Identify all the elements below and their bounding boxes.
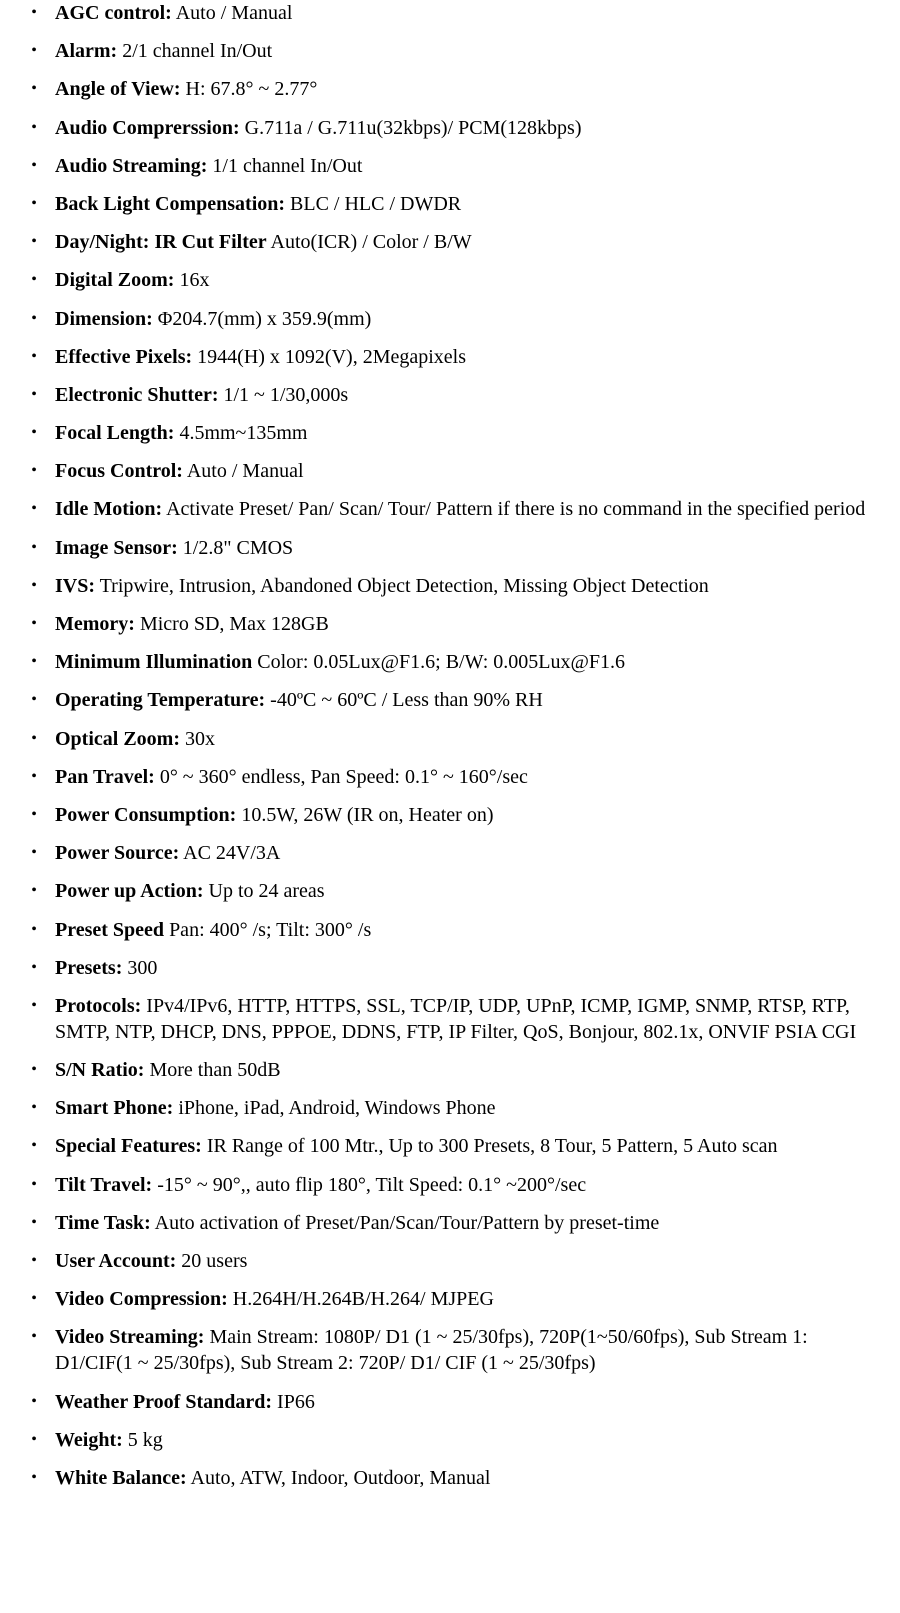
- spec-item: [0, 1427, 900, 1453]
- bullet-icon: •: [31, 233, 37, 251]
- bullet-icon: •: [31, 156, 37, 174]
- spec-label: Electronic Shutter:: [55, 383, 219, 406]
- spec-item: [0, 535, 900, 561]
- spec-value: IPv4/IPv6, HTTP, HTTPS, SSL, TCP/IP, UDP, UPnP, ICMP, IGMP, SNMP, RTSP, RTP, SMTP, NTP, DHCP, DNS, PPPOE, DDNS, FTP, IP Filter, QoS, Bonjour, 802.1x, ONVIF PSIA CGI: [55, 994, 857, 1043]
- spec-item: [0, 420, 900, 446]
- spec-item: [0, 955, 900, 981]
- spec-label: Back Light Compensation:: [55, 192, 286, 215]
- bullet-icon: •: [31, 1099, 37, 1117]
- spec-label: Minimum Illumination: [55, 651, 253, 674]
- spec-item: [0, 840, 900, 866]
- spec-label: Day/Night: IR Cut Filter: [55, 231, 267, 254]
- spec-value: G.711a / G.711u(32kbps)/ PCM(128kbps): [239, 116, 582, 139]
- bullet-icon: •: [31, 1252, 37, 1269]
- bullet-icon: •: [31, 80, 37, 98]
- bullet-icon: •: [31, 729, 37, 747]
- spec-value: IP66: [272, 1390, 315, 1413]
- spec-item: [0, 1465, 900, 1491]
- spec-value: 16x: [174, 269, 210, 292]
- spec-value: More than 50dB: [144, 1059, 281, 1082]
- spec-value: Auto / Manual: [182, 460, 304, 483]
- spec-label: Time Task:: [55, 1211, 151, 1234]
- spec-label: Audio Comprerssion:: [55, 116, 240, 139]
- bullet-icon: •: [31, 767, 37, 785]
- spec-item: [0, 726, 900, 752]
- spec-item: [0, 1133, 900, 1159]
- spec-item: [0, 191, 900, 217]
- bullet-icon: •: [31, 462, 37, 480]
- spec-item: [0, 1389, 900, 1415]
- bullet-icon: •: [31, 538, 37, 556]
- spec-item: [0, 993, 900, 1045]
- spec-item: [0, 306, 900, 332]
- spec-label: Power Consumption:: [55, 803, 237, 826]
- spec-item: [0, 0, 900, 26]
- spec-label: Focus Control:: [55, 460, 183, 483]
- spec-value: Micro SD, Max 128GB: [134, 613, 329, 635]
- spec-item: [0, 153, 900, 179]
- bullet-icon: •: [31, 500, 37, 518]
- spec-label: Presets:: [55, 956, 123, 979]
- spec-label: Idle Motion:: [55, 498, 163, 521]
- spec-label: Power Source:: [55, 842, 180, 865]
- spec-value: Auto activation of Preset/Pan/Scan/Tour/Pattern by preset-time: [150, 1211, 660, 1234]
- bullet-icon: •: [31, 1061, 37, 1079]
- spec-value: -15° ~ 90°,, auto flip 180°, Tilt Speed: 0.1° ~200°/sec: [152, 1173, 587, 1196]
- bullet-icon: •: [31, 1468, 37, 1486]
- bullet-icon: •: [31, 118, 37, 136]
- spec-value: 2/1 channel In/Out: [117, 40, 273, 63]
- bullet-icon: •: [31, 653, 37, 671]
- spec-value: Auto, ATW, Indoor, Outdoor, Manual: [186, 1466, 491, 1489]
- spec-label: White Balance:: [55, 1466, 187, 1489]
- spec-value: -40ºC ~ 60ºC / Less than 90% RH: [265, 689, 543, 712]
- spec-label: Digital Zoom:: [55, 269, 175, 292]
- spec-label: Weight:: [55, 1428, 123, 1451]
- spec-value: 1/1 channel In/Out: [207, 154, 363, 177]
- spec-label: Video Compression:: [55, 1288, 228, 1311]
- bullet-icon: •: [31, 309, 37, 327]
- spec-value: Φ204.7(mm) x 359.9(mm): [152, 307, 372, 330]
- spec-label: Weather Proof Standard:: [55, 1390, 273, 1413]
- spec-value: 5 kg: [122, 1428, 163, 1451]
- spec-item: [0, 267, 900, 293]
- spec-item: [0, 1210, 900, 1236]
- spec-value: 4.5mm~135mm: [174, 422, 308, 445]
- spec-item: [0, 115, 900, 141]
- bullet-icon: •: [31, 882, 37, 900]
- spec-label: Optical Zoom:: [55, 727, 180, 750]
- bullet-icon: •: [31, 576, 37, 594]
- spec-item: [0, 1248, 900, 1274]
- spec-label: Tilt Travel:: [55, 1173, 153, 1196]
- spec-item: [0, 611, 900, 637]
- bullet-icon: •: [31, 844, 37, 862]
- spec-value: 30x: [180, 727, 215, 750]
- spec-label: Dimension:: [55, 307, 153, 330]
- spec-value: AC 24V/3A: [179, 842, 281, 865]
- spec-item: [0, 764, 900, 790]
- spec-label: AGC control:: [55, 2, 172, 24]
- spec-label: Power up Action:: [55, 880, 204, 903]
- spec-item: [0, 802, 900, 828]
- bullet-icon: •: [31, 996, 37, 1014]
- spec-value: H: 67.8° ~ 2.77°: [180, 78, 318, 101]
- spec-label: Smart Phone:: [55, 1097, 174, 1120]
- spec-item: [0, 382, 900, 408]
- spec-item: [0, 76, 900, 102]
- bullet-icon: •: [31, 4, 37, 21]
- spec-item: [0, 496, 900, 522]
- spec-item: [0, 38, 900, 64]
- spec-value: H.264H/H.264B/H.264/ MJPEG: [227, 1288, 494, 1311]
- spec-label: Special Features:: [55, 1135, 202, 1158]
- spec-value: Activate Preset/ Pan/ Scan/ Tour/ Pattern if there is no command in the specified period: [162, 498, 866, 521]
- spec-label: Pan Travel:: [55, 765, 155, 788]
- spec-value: Auto(ICR) / Color / B/W: [266, 231, 472, 254]
- spec-item: [0, 1057, 900, 1083]
- spec-value: 0° ~ 360° endless, Pan Speed: 0.1° ~ 160°/sec: [154, 765, 528, 788]
- spec-label: Protocols:: [55, 994, 142, 1017]
- bullet-icon: •: [31, 271, 37, 289]
- bullet-icon: •: [31, 1175, 37, 1193]
- bullet-icon: •: [31, 691, 37, 709]
- bullet-icon: •: [31, 42, 37, 60]
- spec-label: Video Streaming:: [55, 1326, 205, 1349]
- spec-value: iPhone, iPad, Android, Windows Phone: [173, 1097, 496, 1120]
- bullet-icon: •: [31, 920, 37, 938]
- spec-item: [0, 649, 900, 675]
- spec-item: [0, 573, 900, 599]
- spec-value: Tripwire, Intrusion, Abandoned Object Detection, Missing Object Detection: [95, 574, 709, 597]
- spec-value: BLC / HLC / DWDR: [285, 192, 462, 215]
- spec-value: Color: 0.05Lux@F1.6; B/W: 0.005Lux@F1.6: [252, 651, 626, 674]
- spec-label: Effective Pixels:: [55, 345, 193, 368]
- bullet-icon: •: [31, 958, 37, 976]
- bullet-icon: •: [31, 1430, 37, 1448]
- bullet-icon: •: [31, 194, 37, 212]
- bullet-icon: •: [31, 805, 37, 823]
- spec-label: S/N Ratio:: [55, 1059, 145, 1082]
- spec-item: [0, 344, 900, 370]
- spec-item: [0, 229, 900, 255]
- spec-label: IVS:: [55, 574, 96, 597]
- bullet-icon: •: [31, 1392, 37, 1410]
- spec-value: 1944(H) x 1092(V), 2Megapixels: [192, 345, 467, 368]
- bullet-icon: •: [31, 424, 37, 442]
- spec-label: Preset Speed: [55, 918, 165, 941]
- spec-item: [0, 458, 900, 484]
- spec-label: User Account:: [55, 1250, 177, 1272]
- spec-value: 1/1 ~ 1/30,000s: [218, 383, 349, 406]
- spec-value: 1/2.8" CMOS: [177, 536, 294, 559]
- spec-item: [0, 1172, 900, 1198]
- spec-label: Image Sensor:: [55, 536, 178, 559]
- spec-item: [0, 1286, 900, 1312]
- spec-value: 300: [122, 956, 158, 979]
- spec-item: [0, 1095, 900, 1121]
- spec-item: [0, 917, 900, 943]
- bullet-icon: •: [31, 385, 37, 403]
- spec-label: Audio Streaming:: [55, 154, 208, 177]
- spec-value: Auto / Manual: [171, 2, 293, 24]
- spec-value: IR Range of 100 Mtr., Up to 300 Presets, 8 Tour, 5 Pattern, 5 Auto scan: [201, 1135, 778, 1158]
- bullet-icon: •: [31, 1290, 37, 1308]
- spec-item: [0, 1324, 900, 1376]
- spec-item: [0, 878, 900, 904]
- spec-label: Operating Temperature:: [55, 689, 266, 712]
- spec-item: [0, 687, 900, 713]
- spec-value: 10.5W, 26W (IR on, Heater on): [236, 803, 494, 826]
- bullet-icon: •: [31, 347, 37, 365]
- spec-label: Alarm:: [55, 40, 118, 63]
- bullet-icon: •: [31, 1137, 37, 1155]
- bullet-icon: •: [31, 615, 37, 632]
- spec-value: Up to 24 areas: [203, 880, 325, 903]
- spec-value: Main Stream: 1080P/ D1 (1 ~ 25/30fps), 720P(1~50/60fps), Sub Stream 1: D1/CIF(1 ~ 25/30fps), Sub Stream 2: 720P/ D1/ CIF (1 ~ 25/30fps): [55, 1326, 808, 1375]
- spec-label: Angle of View:: [55, 78, 181, 101]
- spec-value: 20 users: [176, 1250, 248, 1272]
- spec-label: Focal Length:: [55, 422, 175, 445]
- spec-value: Pan: 400° /s; Tilt: 300° /s: [164, 918, 372, 941]
- spec-label: Memory:: [55, 613, 135, 635]
- bullet-icon: •: [31, 1328, 37, 1346]
- bullet-icon: •: [31, 1213, 37, 1231]
